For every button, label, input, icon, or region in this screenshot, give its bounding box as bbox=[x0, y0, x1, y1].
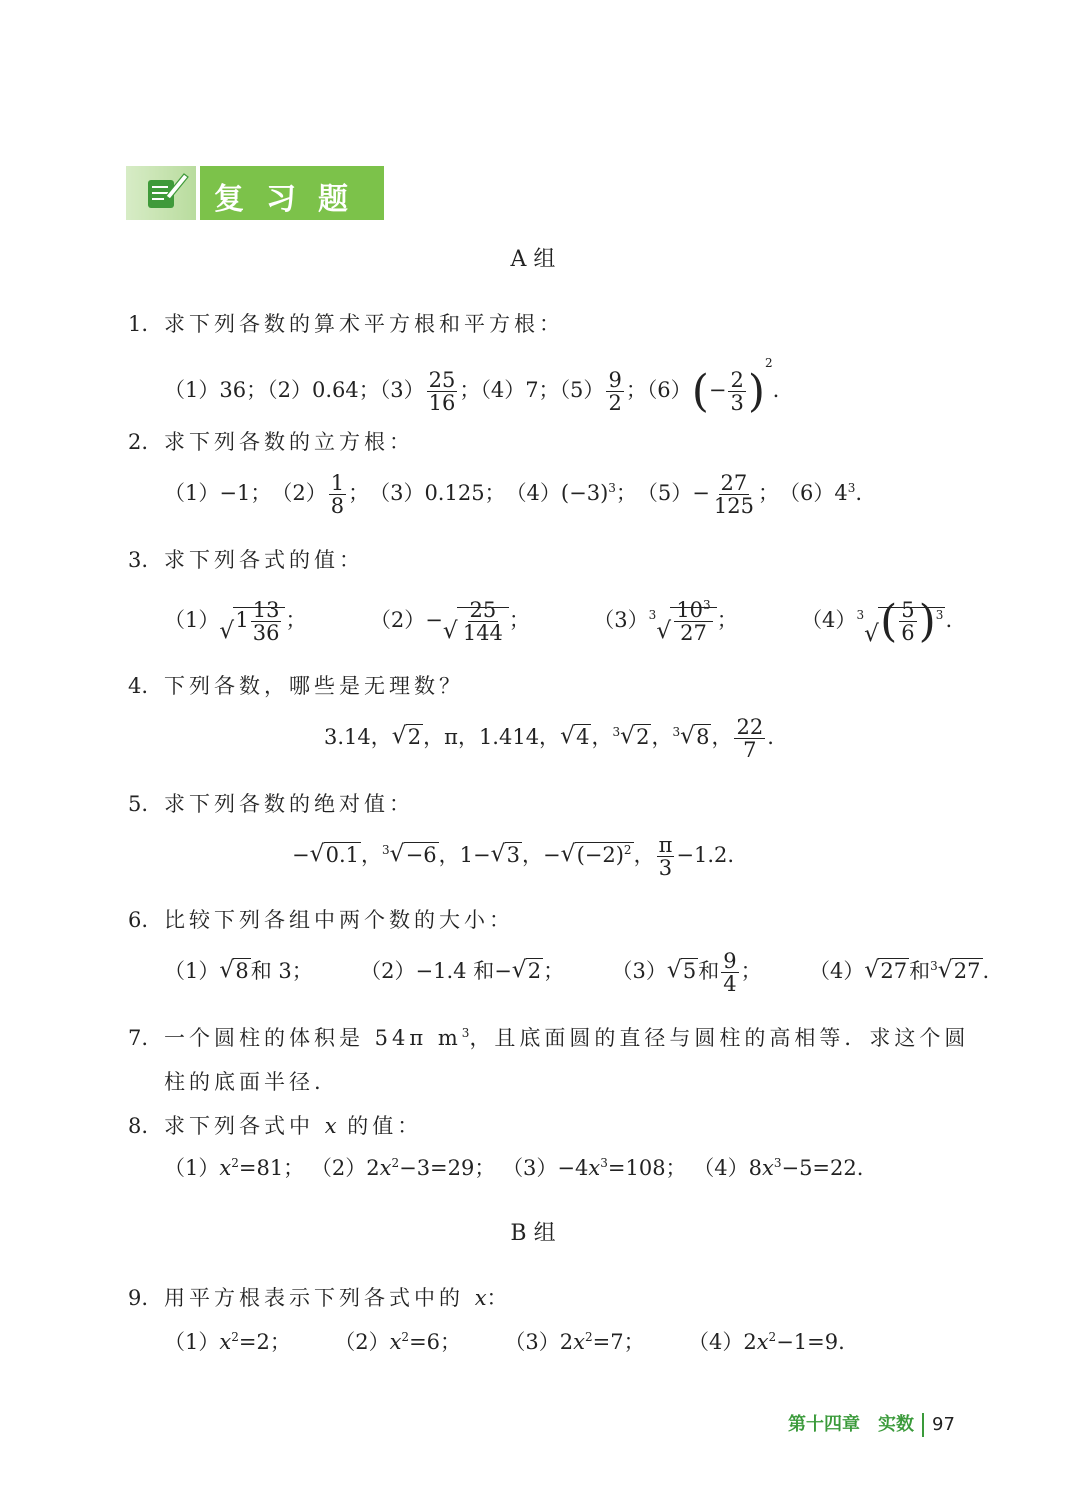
question-9: 9. 用平方根表示下列各式中的 x： bbox=[128, 1286, 512, 1310]
question-2: 2. 求下列各数的立方根： bbox=[128, 430, 414, 454]
notebook-pencil-icon bbox=[126, 166, 196, 220]
page-title: 复习题 bbox=[214, 182, 370, 217]
question-1-items: （1）36；（2）0.64；（3） $\frac{25}{16}$ ；（4）7；（5） $\frac{9}{2}$ ；（6）(− $\frac{2}{3}$ )$^2$. bbox=[164, 356, 780, 417]
question-3-items: （1） √ 1 $\frac{13}{36}$ ； （2）− √ $\frac{25}{144}$ ； $(3)^3$ √ $\frac{10^3}{27}$ ； $(4)^3$ √ ( $\frac{5}{6}$ )$^3$. bbox=[164, 596, 953, 647]
question-9-items: $(1)x^2=2$； $(2)x^2=6$； $(3)2x^2=7$； $(4)2x^2-1=9$. bbox=[164, 1330, 845, 1354]
question-2-items: （1）−1； （2） $\frac{1}{8}$ ； （3）0.125； $(4)(-3)^3$； （5）− $\frac{27}{125}$ ； $(6)4^3$. bbox=[164, 471, 863, 519]
question-1: 1. 求下列各数的算术平方根和平方根： bbox=[128, 312, 564, 336]
group-a-heading: A 组 bbox=[510, 247, 556, 272]
question-8: 8. 求下列各式中 x 的值： bbox=[128, 1114, 423, 1138]
page-footer bbox=[788, 1410, 955, 1437]
question-5-numbers: − √ 0.1，$^3$ √ −6，1− √ 3，− √ $(-2)^2$， $\frac{\pi}{3}$ −1.2. bbox=[292, 833, 735, 881]
question-4: 4. 下列各数，哪些是无理数？ bbox=[128, 674, 464, 698]
question-5: 5. 求下列各数的绝对值： bbox=[128, 792, 414, 816]
group-b-heading: B 组 bbox=[510, 1221, 556, 1246]
question-7: 7. 一个圆柱的体积是 54π $m^3$，且底面圆的直径与圆柱的高相等．求这个圆 bbox=[128, 1026, 970, 1050]
review-banner bbox=[126, 166, 384, 220]
question-4-numbers: 3.14， √ 2，π，1.414， √ 4，$^3$ √ 2，$^3$ √ 8， $\frac{22}{7}$ . bbox=[324, 715, 774, 763]
question-6-items: （1） √ 8和 3； （2）−1.4 和− √ 2； （3） √ 5和 $\frac{9}{4}$ ； （4） √ 27和$^3$ √ 27. bbox=[164, 949, 990, 997]
footer-divider bbox=[922, 1413, 924, 1437]
question-6: 6. 比较下列各组中两个数的大小： bbox=[128, 908, 514, 932]
page-number: 97 bbox=[932, 1414, 955, 1435]
question-7-cont: 柱的底面半径. bbox=[164, 1070, 325, 1094]
question-3: 3. 求下列各式的值： bbox=[128, 548, 364, 572]
chapter-label: 第十四章 实数 bbox=[788, 1414, 914, 1435]
question-8-items: $(1)x^2=81$； $(2)2x^2-3=29$； $(3)-4x^3=108$； $(4)8x^3-5=22$. bbox=[164, 1156, 864, 1180]
